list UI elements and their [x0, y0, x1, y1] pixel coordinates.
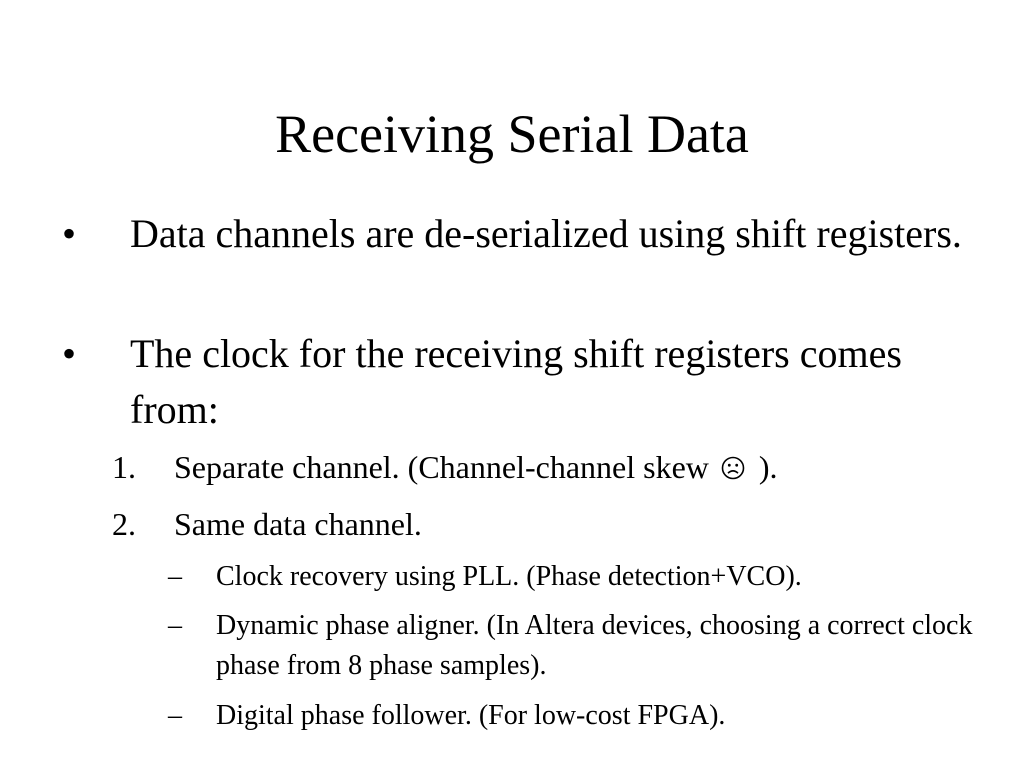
dash-marker: – [168, 610, 182, 641]
sub-item-text: Digital phase follower. (For low-cost FPGA). [216, 700, 726, 731]
bullet-marker: • [62, 331, 77, 376]
sub-item [168, 696, 988, 736]
sub-item-text: Clock recovery using PLL. (Phase detection+VCO). [216, 561, 802, 592]
bullet-item [62, 206, 962, 262]
numbered-text: Same data channel. [174, 506, 422, 542]
number-marker: 2. [112, 506, 136, 542]
bullet-marker: • [62, 211, 77, 256]
bullet-item [62, 326, 962, 438]
dash-marker: – [168, 561, 182, 592]
frown-icon [721, 456, 745, 480]
numbered-text-before: Separate channel. (Channel-channel skew [174, 449, 709, 485]
bullet-text: Data channels are de-serialized using shift registers. [130, 211, 962, 256]
numbered-item [112, 504, 972, 544]
sub-item-text: Dynamic phase aligner. (In Altera devices, choosing a correct clock phase from 8 phase samples). [216, 610, 973, 681]
slide-title: Receiving Serial Data [275, 104, 749, 164]
numbered-text-after: ). [758, 449, 778, 485]
numbered-text [174, 447, 972, 487]
dash-marker: – [168, 700, 182, 731]
number-marker: 1. [112, 449, 136, 485]
sub-item [168, 606, 988, 686]
numbered-item [112, 447, 972, 487]
sub-item [168, 557, 988, 597]
bullet-text: The clock for the receiving shift registers comes from: [130, 331, 902, 432]
